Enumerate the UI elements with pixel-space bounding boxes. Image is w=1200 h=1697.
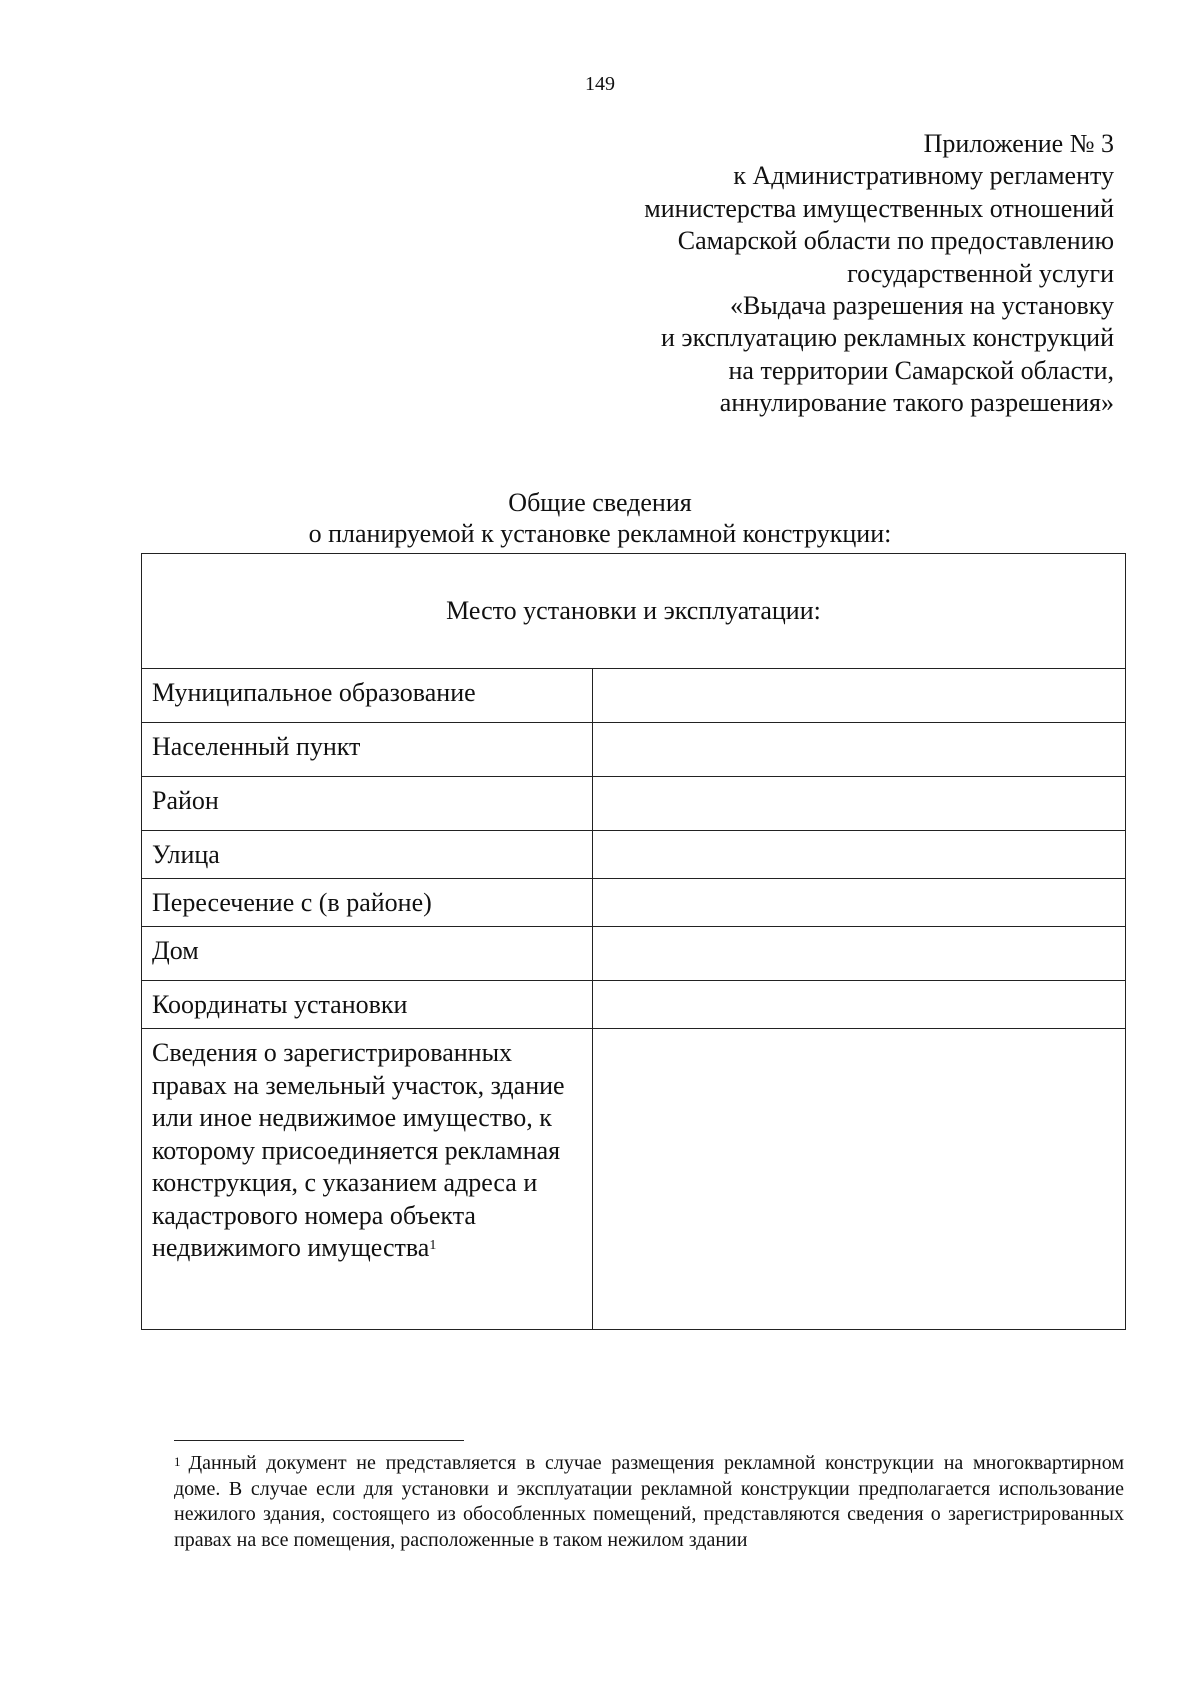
table-row	[142, 927, 1126, 981]
row-label-district: Район	[142, 777, 593, 831]
appendix-line: к Административному регламенту	[733, 161, 1114, 191]
row-label-coordinates: Координаты установки	[142, 981, 593, 1029]
footnote	[174, 1451, 1124, 1553]
row-value-house[interactable]	[593, 927, 1126, 981]
row-label-settlement: Населенный пункт	[142, 723, 593, 777]
appendix-line: на территории Самарской области,	[728, 355, 1114, 385]
table-row	[142, 831, 1126, 879]
appendix-line: «Выдача разрешения на установку	[729, 291, 1114, 321]
appendix-line: государственной услуги	[847, 258, 1114, 288]
row-value-district[interactable]	[593, 777, 1126, 831]
row-label-municipality: Муниципальное образование	[142, 669, 593, 723]
table-row	[142, 1029, 1126, 1330]
appendix-line: и эксплуатацию рекламных конструкций	[661, 323, 1114, 353]
document-title	[0, 487, 1200, 549]
footnote-text: Данный документ не представляется в случае размещения рекламной конструкции на многоквартирном доме. В случае если для установки и эксплуатации рекламной конструкции предполагается использование нежилого здания, состоящего из обособленных помещений, представляются сведения о зарегистрированных правах на все помещения, расположенные в таком нежилом здании	[174, 1452, 1124, 1551]
row-label-intersection: Пересечение с (в районе)	[142, 879, 593, 927]
row-value-intersection[interactable]	[593, 879, 1126, 927]
table-header: Место установки и эксплуатации:	[142, 554, 1126, 669]
row-label-rights-text: Сведения о зарегистрированных правах на земельный участок, здание или иное недвижимое имущество, к которому присоединяется рекламная конструкция, с указанием адреса и кадастрового номера объекта недвижимого имущества	[152, 1038, 565, 1262]
appendix-line: аннулирование такого разрешения»	[719, 388, 1114, 418]
table-header-row	[142, 554, 1126, 669]
footnote-ref: 1	[429, 1238, 437, 1253]
row-label-street: Улица	[142, 831, 593, 879]
table-row	[142, 723, 1126, 777]
appendix-line: Самарской области по предоставлению	[677, 226, 1114, 256]
row-value-street[interactable]	[593, 831, 1126, 879]
row-label-house: Дом	[142, 927, 593, 981]
row-value-settlement[interactable]	[593, 723, 1126, 777]
title-line-1: Общие сведения	[508, 488, 692, 517]
appendix-header	[474, 128, 1114, 420]
appendix-line: Приложение № 3	[923, 129, 1114, 158]
table-row	[142, 669, 1126, 723]
info-table	[141, 553, 1126, 1330]
title-line-2: о планируемой к установке рекламной конструкции:	[308, 519, 892, 548]
row-value-rights-info[interactable]	[593, 1029, 1126, 1330]
footnote-separator	[174, 1440, 464, 1441]
table-row	[142, 879, 1126, 927]
appendix-line: министерства имущественных отношений	[644, 193, 1114, 223]
page-number: 149	[585, 73, 615, 95]
row-value-coordinates[interactable]	[593, 981, 1126, 1029]
table-row	[142, 981, 1126, 1029]
row-label-rights-info	[142, 1029, 593, 1330]
row-value-municipality[interactable]	[593, 669, 1126, 723]
table-row	[142, 777, 1126, 831]
footnote-marker: 1	[174, 1454, 181, 1469]
